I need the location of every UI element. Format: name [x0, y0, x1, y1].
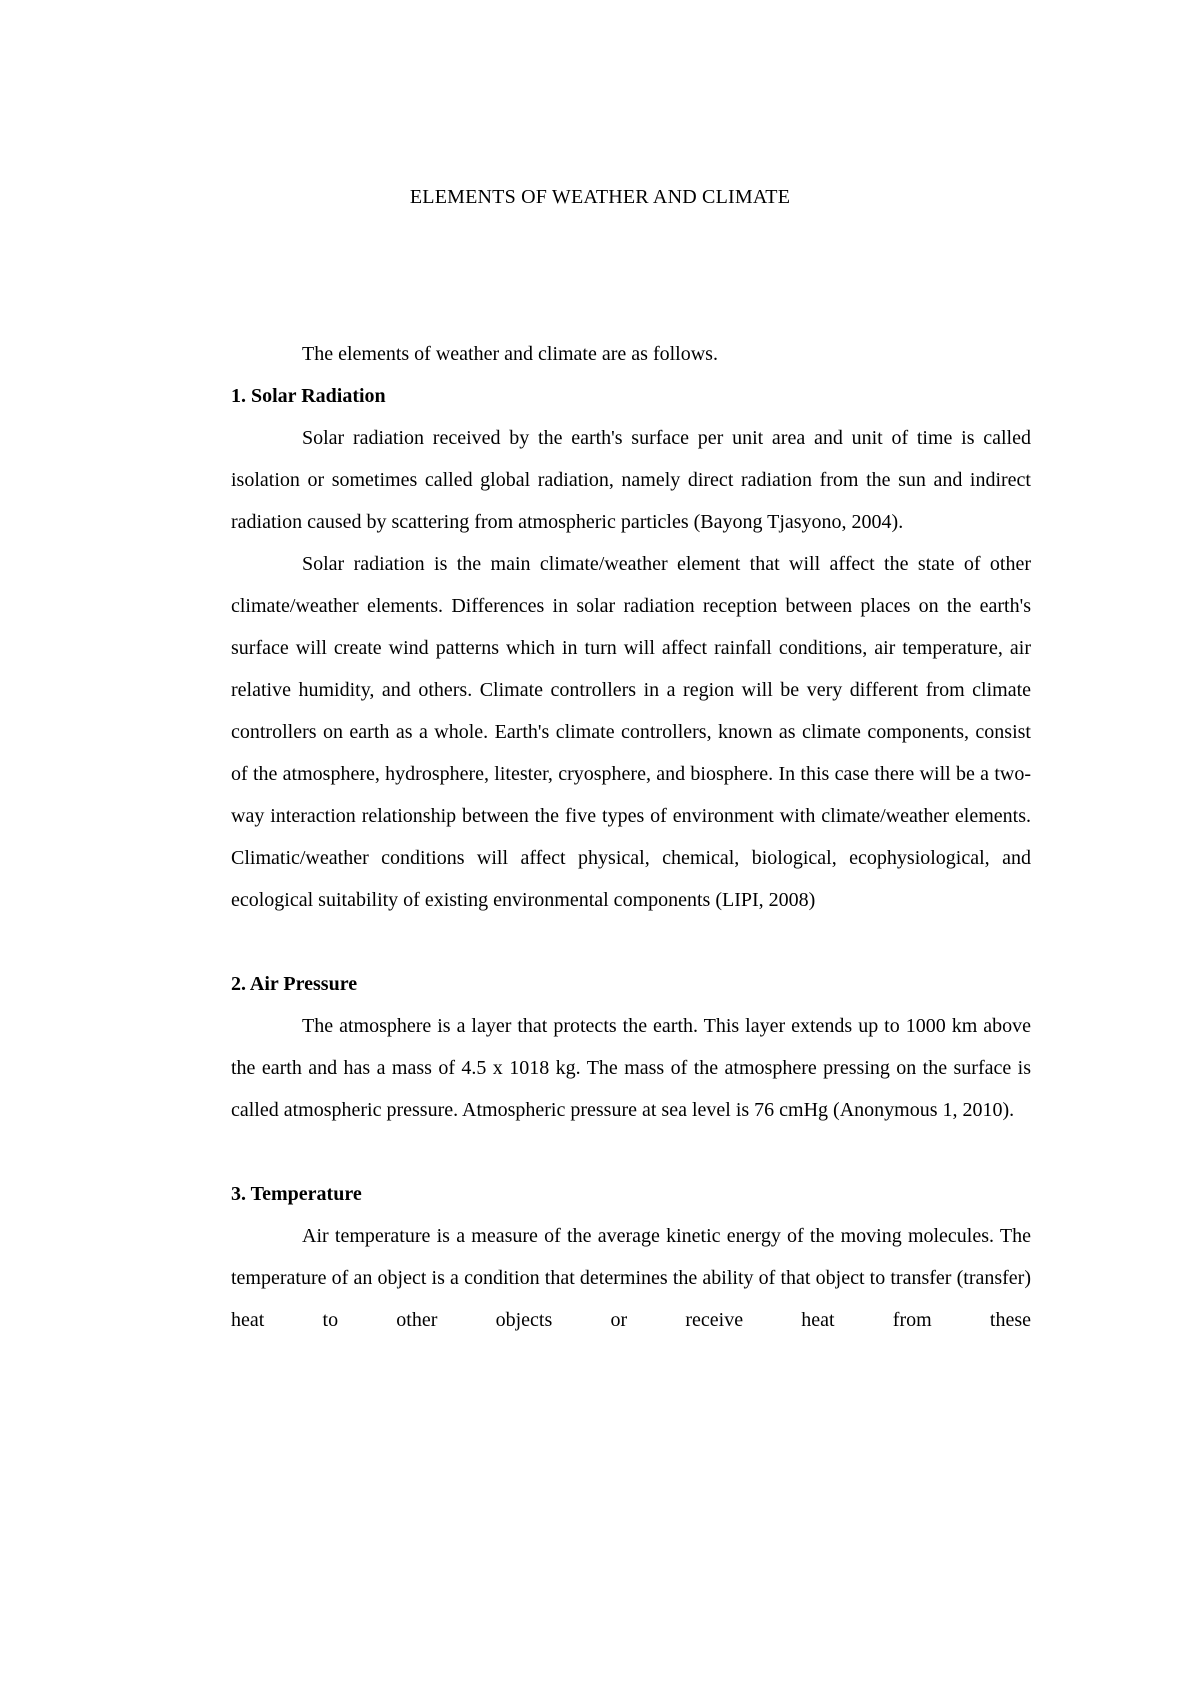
- section-heading-temperature: 3. Temperature: [231, 1183, 362, 1205]
- intro-paragraph: The elements of weather and climate are as follows.: [302, 343, 718, 365]
- section-spacer: [231, 1131, 1031, 1173]
- solar-radiation-paragraph-1: Solar radiation received by the earth's surface per unit area and unit of time is called isolation or sometimes called global radiation, namely direct radiation from the sun and indirect radiation caused by scattering from atmospheric particles (Bayong Tjasyono, 2004).: [231, 427, 1031, 533]
- document-title: ELEMENTS OF WEATHER AND CLIMATE: [409, 186, 791, 208]
- section-heading-air-pressure: 2. Air Pressure: [231, 973, 358, 995]
- temperature-paragraph: Air temperature is a measure of the average kinetic energy of the moving molecules. The temperature of an object is a condition that determines the ability of that object to transfer (transfer) heat to other objects or receive heat from these: [231, 1225, 1031, 1331]
- document-body: [231, 333, 1031, 1341]
- solar-radiation-paragraph-2: Solar radiation is the main climate/weather element that will affect the state of other climate/weather elements. Differences in solar radiation reception between places on the earth's surface will create wind patterns which in turn will affect rainfall conditions, air temperature, air relative humidity, and others. Climate controllers in a region will be very different from climate controllers on earth as a whole. Earth's climate controllers, known as climate components, consist of the atmosphere, hydrosphere, litester, cryosphere, and biosphere. In this case there will be a two-way interaction relationship between the five types of environment with climate/weather elements. Climatic/weather conditions will affect physical, chemical, biological, ecophysiological, and ecological suitability of existing environmental components (LIPI, 2008): [231, 553, 1031, 911]
- air-pressure-paragraph: The atmosphere is a layer that protects the earth. This layer extends up to 1000 km above the earth and has a mass of 4.5 x 1018 kg. The mass of the atmosphere pressing on the surface is called atmospheric pressure. Atmospheric pressure at sea level is 76 cmHg (Anonymous 1, 2010).: [231, 1015, 1031, 1121]
- section-spacer: [231, 921, 1031, 963]
- section-heading-solar-radiation: 1. Solar Radiation: [231, 385, 386, 407]
